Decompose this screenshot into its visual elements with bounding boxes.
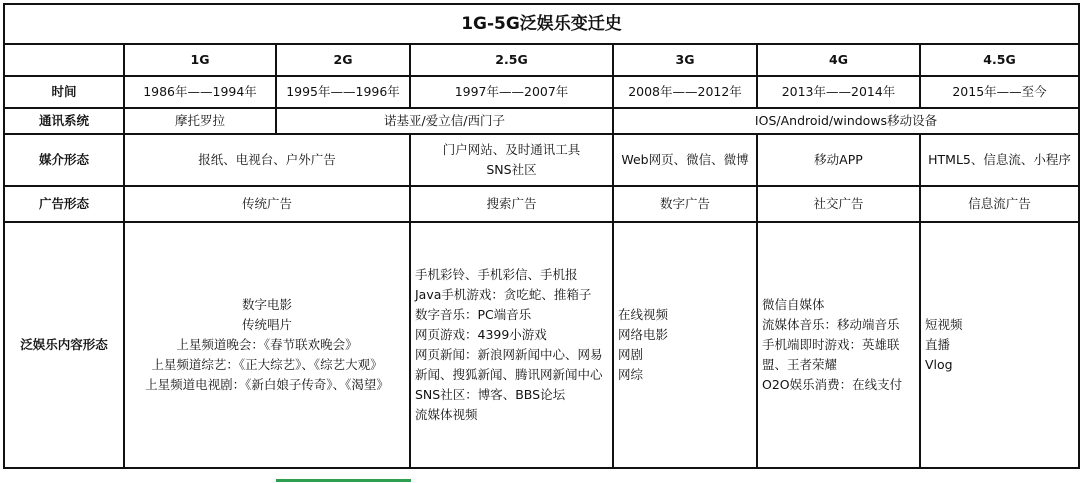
content-line: 数字电影 — [241, 297, 292, 312]
ad-row — [4, 186, 1079, 222]
content-line: 盟、王者荣耀 — [762, 357, 838, 372]
content-line: SNS社区：博客、BBS论坛 — [415, 387, 566, 402]
time-cell-2-5g: 1997年——2007年 — [410, 76, 613, 108]
content-line: 微信自媒体 — [762, 297, 825, 312]
row-label-media: 媒介形态 — [4, 134, 124, 186]
content-line: 上星频道晚会：《春节联欢晚会》 — [176, 337, 358, 352]
ad-cell-2-5g: 搜索广告 — [410, 186, 613, 222]
system-cell-1g: 摩托罗拉 — [124, 108, 276, 134]
ad-cell-4g: 社交广告 — [757, 186, 920, 222]
media-cell-4g: 移动APP — [757, 134, 920, 186]
row-label-system: 通讯系统 — [4, 108, 124, 134]
content-line: 网综 — [618, 367, 644, 382]
content-line: 网页游戏：4399小游戏 — [415, 327, 547, 342]
media-cell-2-5g — [410, 134, 613, 186]
content-cell-3g — [613, 222, 757, 468]
content-line: Java手机游戏：贪吃蛇、推箱子 — [415, 287, 592, 302]
content-cell-1g-2g — [124, 222, 410, 468]
media-cell-1g-2g: 报纸、电视台、户外广告 — [124, 134, 410, 186]
gen-header-2g: 2G — [276, 44, 410, 76]
row-label-content: 泛娱乐内容形态 — [4, 222, 124, 468]
system-row — [4, 108, 1079, 134]
row-label-time: 时间 — [4, 76, 124, 108]
gen-header-1g: 1G — [124, 44, 276, 76]
content-line: 网剧 — [618, 347, 644, 362]
ad-cell-1g-2g: 传统广告 — [124, 186, 410, 222]
corner-cell — [4, 44, 124, 76]
content-line: 在线视频 — [618, 307, 669, 322]
time-cell-3g: 2008年——2012年 — [613, 76, 757, 108]
content-line: 传统唱片 — [241, 317, 292, 332]
content-line: 上星频道电视剧：《新白娘子传奇》、《渴望》 — [145, 377, 389, 392]
content-line: 新闻、搜狐新闻、腾讯网新闻中心 — [415, 367, 603, 382]
media-row — [4, 134, 1079, 186]
content-line: 流媒体音乐：移动端音乐 — [762, 317, 900, 332]
gen-header-2-5g: 2.5G — [410, 44, 613, 76]
content-line: Vlog — [925, 357, 953, 372]
content-line: 流媒体视频 — [415, 407, 478, 422]
content-cell-2-5g — [410, 222, 613, 468]
content-line: 直播 — [925, 337, 951, 352]
time-cell-1g: 1986年——1994年 — [124, 76, 276, 108]
generation-header-row — [4, 44, 1079, 76]
content-line: 数字音乐：PC端音乐 — [415, 307, 532, 322]
evolution-table — [3, 3, 1080, 469]
content-cell-4g — [757, 222, 920, 468]
row-label-ad: 广告形态 — [4, 186, 124, 222]
gen-header-4-5g: 4.5G — [920, 44, 1079, 76]
content-line: 短视频 — [925, 317, 963, 332]
system-cell-2g-2-5g: 诺基亚/爱立信/西门子 — [276, 108, 613, 134]
content-line: 网络电影 — [618, 327, 669, 342]
media-cell-3g: Web网页、微信、微博 — [613, 134, 757, 186]
content-row — [4, 222, 1079, 468]
gen-header-3g: 3G — [613, 44, 757, 76]
gen-header-4g: 4G — [757, 44, 920, 76]
time-cell-4-5g: 2015年——至今 — [920, 76, 1079, 108]
time-cell-4g: 2013年——2014年 — [757, 76, 920, 108]
media-line: SNS社区 — [486, 162, 537, 177]
content-line: 手机彩铃、手机彩信、手机报 — [415, 267, 578, 282]
media-line: 门户网站、及时通讯工具 — [442, 142, 581, 157]
table-title: 1G-5G泛娱乐变迁史 — [4, 4, 1079, 44]
content-cell-4-5g — [920, 222, 1079, 468]
content-line: 网页新闻：新浪网新闻中心、网易 — [415, 347, 603, 362]
content-line: 手机端即时游戏：英雄联 — [762, 337, 900, 352]
ad-cell-4-5g: 信息流广告 — [920, 186, 1079, 222]
time-row — [4, 76, 1079, 108]
ad-cell-3g: 数字广告 — [613, 186, 757, 222]
content-line: O2O娱乐消费：在线支付 — [762, 377, 903, 392]
content-line: 上星频道综艺：《正大综艺》、《综艺大观》 — [151, 357, 383, 372]
green-accent-line — [276, 479, 411, 482]
media-cell-4-5g: HTML5、信息流、小程序 — [920, 134, 1079, 186]
title-row — [4, 4, 1079, 44]
system-cell-3g-4-5g: IOS/Android/windows移动设备 — [613, 108, 1079, 134]
time-cell-2g: 1995年——1996年 — [276, 76, 410, 108]
